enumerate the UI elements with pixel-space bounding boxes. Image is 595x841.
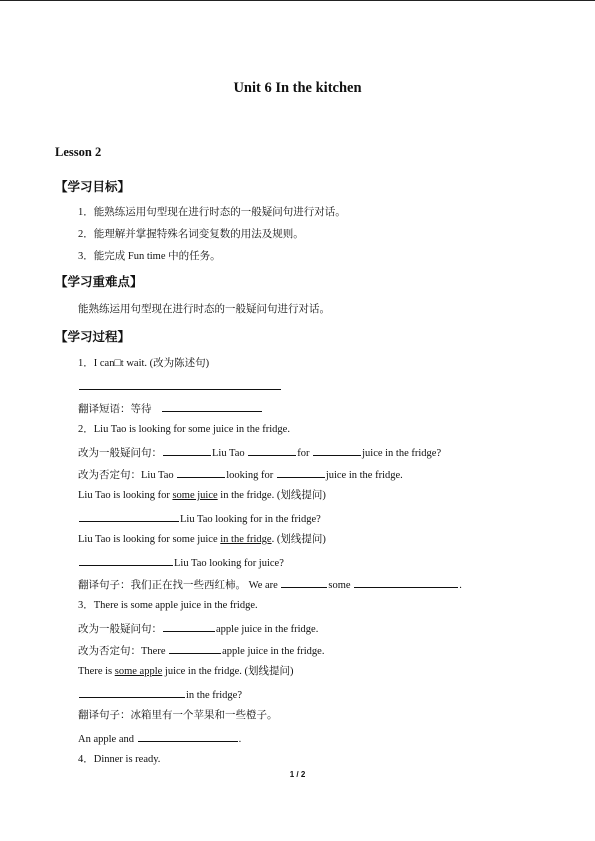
q3-underline-q <box>78 665 294 679</box>
q2-underline-q1 <box>78 489 326 503</box>
label: An apple and <box>78 734 134 745</box>
page-number: 1 / 2 <box>289 770 306 779</box>
q2-answer-1 <box>78 511 321 527</box>
underlined-phrase: some juice <box>172 490 218 501</box>
answer-blank[interactable] <box>354 577 458 588</box>
answer-blank[interactable] <box>162 401 262 412</box>
key-text: 能熟练运用句型现在进行时态的一般疑问句进行对话。 <box>78 304 330 315</box>
q1-translate <box>78 401 263 417</box>
label: Liu Tao is looking for some juice <box>78 534 218 545</box>
label: juice in the fridge. <box>325 470 403 481</box>
label: Liu Tao looking for juice? <box>174 558 284 569</box>
q1-text: 1．I can□t wait. (改为陈述句) <box>78 358 210 369</box>
label: apple juice in the fridge. <box>222 646 325 657</box>
q2-translate <box>78 577 462 593</box>
page-title: Unit 6 In the kitchen <box>233 80 362 96</box>
label: 翻译句子：我们正在找一些西红柿。 We are <box>78 580 278 591</box>
label: Liu Tao <box>212 448 245 459</box>
label: There is <box>78 666 113 677</box>
answer-blank[interactable] <box>79 511 179 522</box>
underlined-phrase: some apple <box>114 666 163 677</box>
label: in the fridge. (划线提问) <box>220 490 326 501</box>
label: Liu Tao looking for in the fridge? <box>180 514 321 525</box>
label: in the fridge? <box>186 690 242 701</box>
q3-answer <box>78 687 242 703</box>
label: apple juice in the fridge. <box>216 624 319 635</box>
answer-blank[interactable] <box>163 445 211 456</box>
answer-blank[interactable] <box>163 621 215 632</box>
answer-blank[interactable] <box>281 577 327 588</box>
answer-blank[interactable] <box>169 643 221 654</box>
section-process-heading: 【学习过程】 <box>55 329 131 344</box>
section-goals-heading: 【学习目标】 <box>55 179 131 194</box>
label: 改为一般疑问句： <box>78 448 162 459</box>
label: for <box>297 448 310 459</box>
q3-question-form <box>78 621 318 637</box>
q4-text: 4．Dinner is ready. <box>78 754 161 765</box>
q3-translate-answer <box>78 731 241 747</box>
answer-blank[interactable] <box>177 467 225 478</box>
goal-2: 2．能理解并掌握特殊名词变复数的用法及规则。 <box>78 229 304 240</box>
label: . <box>238 734 242 745</box>
answer-blank[interactable] <box>79 555 173 566</box>
label: 改为否定句：There <box>78 646 166 657</box>
underlined-phrase: in the fridge <box>220 534 272 545</box>
q2-text: 2．Liu Tao is looking for some juice in the fridge. <box>78 424 290 435</box>
label: 改为一般疑问句： <box>78 624 162 635</box>
answer-blank[interactable] <box>79 687 185 698</box>
q3-text: 3．There is some apple juice in the fridge. <box>78 600 258 611</box>
answer-blank[interactable] <box>277 467 325 478</box>
label: . (划线提问) <box>271 534 326 545</box>
q2-negative-form <box>78 467 403 483</box>
label: some <box>328 580 351 591</box>
label: . <box>459 580 462 591</box>
q3-translate: 翻译句子：冰箱里有一个苹果和一些橙子。 <box>78 710 278 721</box>
translate-label: 翻译短语：等待 <box>78 404 152 415</box>
goal-1: 1．能熟练运用句型现在进行时态的一般疑问句进行对话。 <box>78 207 346 218</box>
label: Liu Tao is looking for <box>78 490 170 501</box>
answer-blank[interactable] <box>79 379 281 390</box>
label: juice in the fridge? <box>362 448 442 459</box>
label: juice in the fridge. (划线提问) <box>164 666 294 677</box>
section-key-heading: 【学习重难点】 <box>55 274 143 289</box>
answer-blank[interactable] <box>313 445 361 456</box>
label: looking for <box>226 470 274 481</box>
q3-negative-form <box>78 643 324 659</box>
q2-answer-2 <box>78 555 284 571</box>
lesson-heading: Lesson 2 <box>55 145 102 159</box>
goal-3: 3．能完成 Fun time 中的任务。 <box>78 251 221 262</box>
answer-blank[interactable] <box>248 445 296 456</box>
top-rule <box>0 0 595 1</box>
label: 改为否定句：Liu Tao <box>78 470 174 481</box>
answer-blank[interactable] <box>138 731 238 742</box>
q1-answer-line <box>78 379 282 395</box>
q2-question-form <box>78 445 441 461</box>
q2-underline-q2 <box>78 533 326 547</box>
